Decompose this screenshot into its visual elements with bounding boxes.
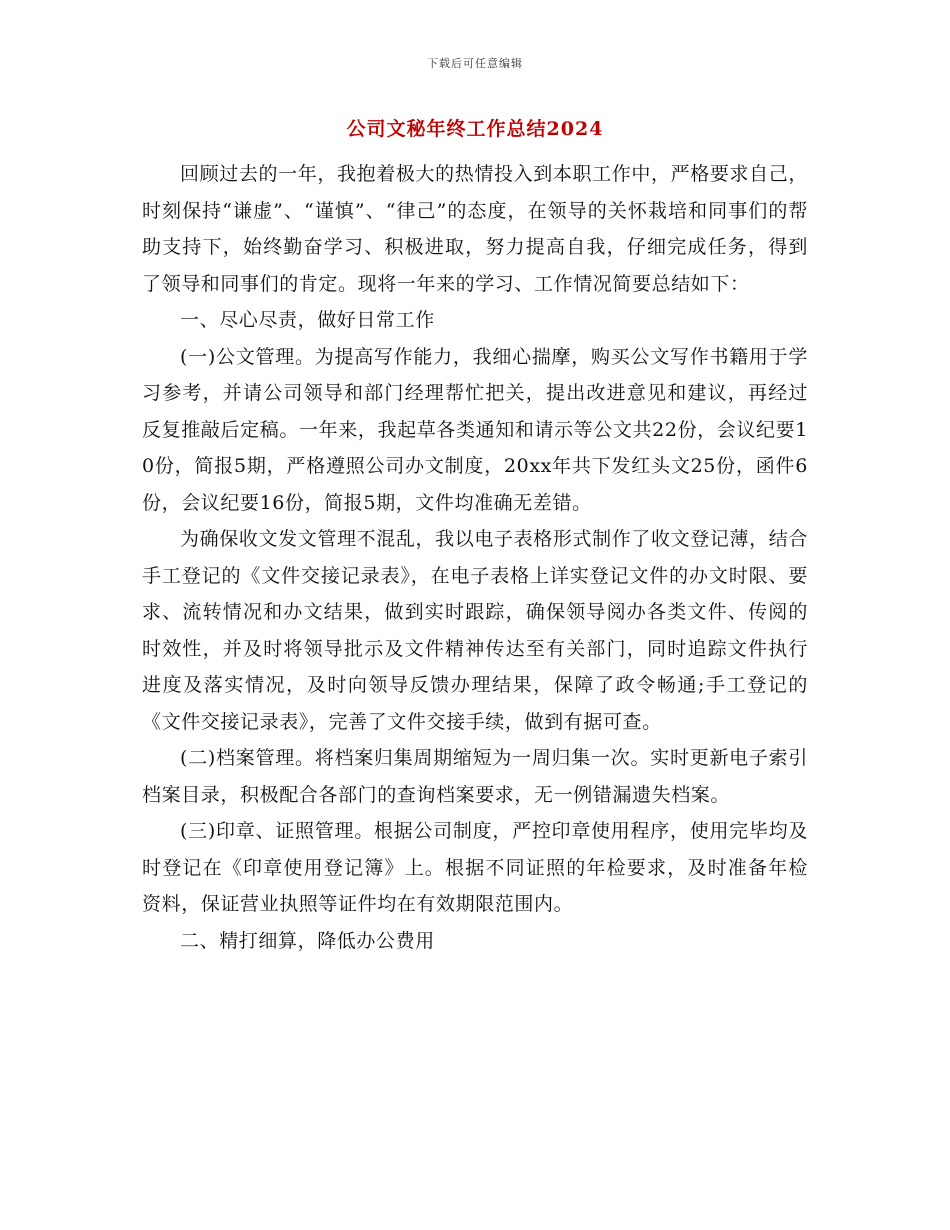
header-note: 下载后可任意编辑 [427,57,523,70]
paragraph-seal-license-management: (三)印章、证照管理。根据公司制度，严控印章使用程序，使用完毕均及时登记在《印章使用登记簿》上。根据不同证照的年检要求，及时准备年检资料，保证营业执照等证件均在有效期限范围内。 [142,820,808,915]
paragraph-intro: 回顾过去的一年，我抱着极大的热情投入到本职工作中，严格要求自己，时刻保持“谦虚”、“谨慎”、“律己”的态度，在领导的关怀栽培和同事们的帮助支持下，始终勤奋学习、积极进取，努力提高自我，仔细完成任务，得到了领导和同事们的肯定。现将一年来的学习、工作情况简要总结如下： [142,163,808,295]
paragraph-archive-management: (二)档案管理。将档案归集周期缩短为一周归集一次。实时更新电子索引档案目录，积极配合各部门的查询档案要求，无一例错漏遗失档案。 [142,747,808,806]
section-heading-2: 二、精打细算，降低办公费用 [180,929,435,952]
section-heading-1: 一、尽心尽责，做好日常工作 [180,309,435,331]
document-body [142,156,808,959]
paragraph-receipt-dispatch: 为确保收文发文管理不混乱，我以电子表格形式制作了收文登记薄，结合手工登记的《文件交接记录表》，在电子表格上详实登记文件的办文时限、要求、流转情况和办文结果，做到实时跟踪，确保领导阅办各类文件、传阅的时效性，并及时将领导批示及文件精神传达至有关部门，同时追踪文件执行进度及落实情况，及时向领导反馈办理结果，保障了政令畅通;手工登记的《文件交接记录表》，完善了文件交接手续，做到有据可查。 [142,528,808,733]
paragraph-document-management: (一)公文管理。为提高写作能力，我细心揣摩，购买公文写作书籍用于学习参考，并请公司领导和部门经理帮忙把关，提出改进意见和建议，再经过反复推敲后定稿。一年来，我起草各类通知和请示等公文共22份，会议纪要10份，简报5期，严格遵照公司办文制度，20xx年共下发红头文25份，函件6份，会议纪要16份，简报5期，文件均准确无差错。 [142,345,808,514]
document-title: 公司文秘年终工作总结2024 [346,118,604,140]
